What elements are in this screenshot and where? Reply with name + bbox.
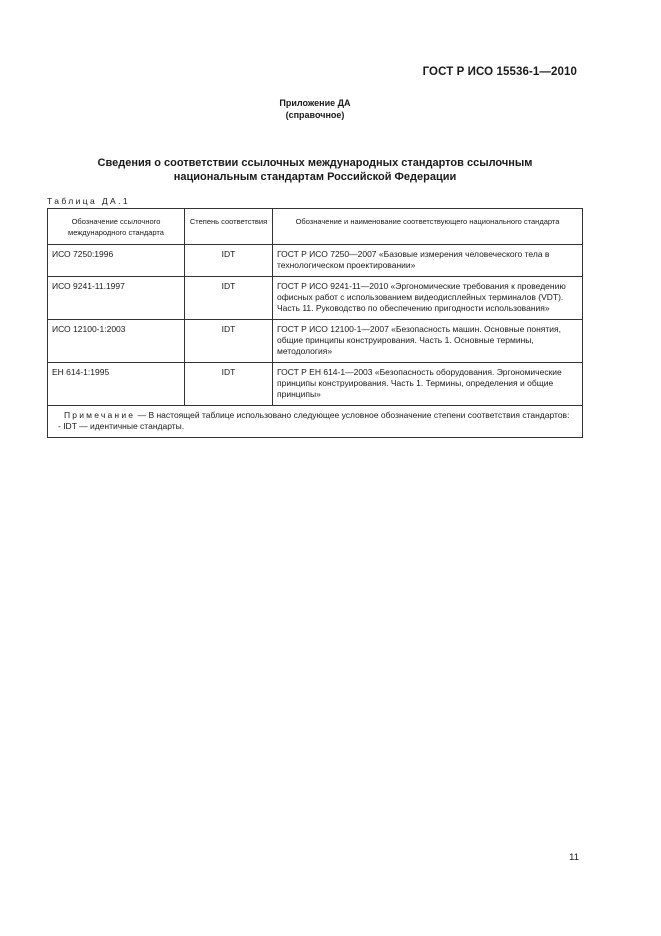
cell-degree: IDT [185, 363, 273, 406]
cell-degree: IDT [185, 245, 273, 277]
table-header-row [48, 209, 583, 245]
annex-title: Приложение ДА [279, 98, 351, 108]
cell-national: ГОСТ Р ИСО 12100-1—2007 «Безопасность машин. Основные понятия, общие принципы конструирования. Часть 1. Основные термины, методология» [273, 320, 583, 363]
header-intl-standard: Обозначение ссылочного международного стандарта [48, 209, 185, 245]
cell-national: ГОСТ Р ЕН 614-1—2003 «Безопасность оборудования. Эргономические принципы конструирования. Часть 1. Термины, определения и общие принципы» [273, 363, 583, 406]
cell-intl: ЕН 614-1:1995 [48, 363, 185, 406]
cell-national: ГОСТ Р ИСО 9241-11—2010 «Эргономические требования к проведению офисных работ с использованием видеодисплейных терминалов (VDT). Часть 11. Руководство по обеспечению пригодности использования» [273, 277, 583, 320]
note-label: Примечание [64, 410, 136, 420]
cell-national: ГОСТ Р ИСО 7250—2007 «Базовые измерения человеческого тела в технологическом проектировании» [273, 245, 583, 277]
header-national-standard: Обозначение и наименование соответствующего национального стандарта [273, 209, 583, 245]
cell-degree: IDT [185, 320, 273, 363]
cell-degree: IDT [185, 277, 273, 320]
note-text [52, 410, 578, 421]
table-note [48, 406, 583, 438]
note-body: — В настоящей таблице использовано следующее условное обозначение степени соответствия стандартов: [137, 410, 570, 420]
document-code: ГОСТ Р ИСО 15536-1—2010 [422, 66, 577, 78]
header-degree: Степень соответствия [185, 209, 273, 245]
note-item: - IDT — идентичные стандарты. [58, 421, 185, 431]
section-title-line-2: национальным стандартам Российской Федерации [173, 171, 457, 183]
table-row [48, 245, 583, 277]
cell-intl: ИСО 7250:1996 [48, 245, 185, 277]
cell-intl: ИСО 9241-11.1997 [48, 277, 185, 320]
cell-intl: ИСО 12100-1:2003 [48, 320, 185, 363]
annex-heading [0, 97, 630, 121]
table-note-row [48, 406, 583, 438]
annex-type: (справочное) [285, 110, 345, 120]
table-row [48, 277, 583, 320]
standards-table [47, 208, 583, 438]
table-row [48, 320, 583, 363]
section-title-line-1: Сведения о соответствии ссылочных международных стандартов ссылочным [97, 157, 533, 169]
page-number: 11 [569, 852, 579, 863]
table-label: Таблица ДА.1 [47, 196, 131, 206]
table-row [48, 363, 583, 406]
section-title [0, 156, 630, 184]
